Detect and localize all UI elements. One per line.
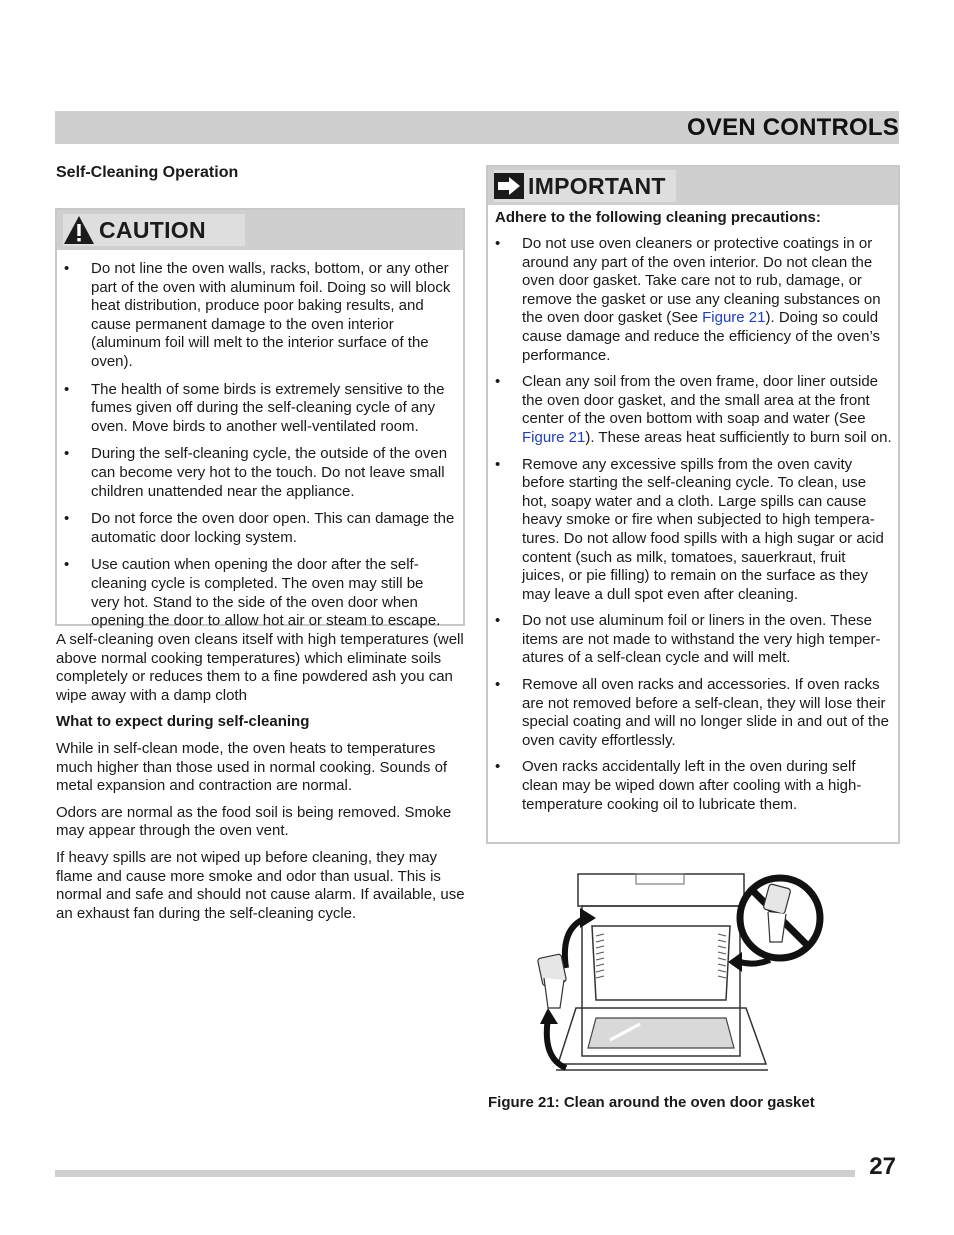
list-item: • Oven racks accidentally left in the oven during self clean may be wiped down after cooling with a high-temperature cooking oil to lubricate them. — [495, 758, 862, 813]
list-item: • Use caution when opening the door after the self-cleaning cycle is completed. The oven may still be very hot. Stand to the side of the oven door when opening the door to allow hot air or steam to escape. — [64, 556, 441, 630]
page-number: 27 — [869, 1153, 896, 1180]
list-item: • Remove any excessive spills from the oven cavity before starting the self-cleaning cycle. To clean, use hot, soapy water and a cloth. Large spills can cause heavy smoke or fire when subjected to high tempera-tures. Do not allow food spills with a high sugar or acid content (such as milk, tomatoes, sauerkraut, fruit juices, or pie filling) to remain on the surface as they may leave a dull spot even after cleaning. — [495, 455, 884, 603]
left-body-text — [56, 631, 466, 931]
list-item: • Do not line the oven walls, racks, bottom, or any other part of the oven with aluminum foil. Doing so will block heat distribution, produce poor baking results, and cause permanent damage to the oven interior (aluminum foil will melt to the interior surface of the oven). — [64, 260, 451, 370]
list-item: • Clean any soil from the oven frame, door liner outside the oven door gasket, and the small area at the front center of the oven bottom with soap and water (See Figure 21). These areas heat sufficiently to burn soil on. — [495, 373, 892, 446]
list-item: • Remove all oven racks and accessories. If oven racks are not removed before a self-clean, they will lose their special coating and will no longer slide in and out of the oven cavity effortlessly. — [495, 676, 889, 749]
important-label: IMPORTANT — [528, 172, 666, 199]
oven-door-gasket-figure — [530, 868, 830, 1088]
section-heading: Self-Cleaning Operation — [56, 164, 239, 181]
caution-box — [55, 208, 465, 630]
list-item: • Do not use aluminum foil or liners in the oven. These items are not made to withstand the very high temper-atures of a self-clean cycle and will melt. — [495, 612, 881, 667]
list-item: • During the self-cleaning cycle, the outside of the oven can become very hot to the touch. Do not leave small children unattended near the appliance. — [64, 445, 448, 500]
page-title: OVEN CONTROLS — [687, 114, 899, 141]
subheading: What to expect during self-cleaning — [56, 713, 310, 731]
caution-list — [57, 250, 463, 631]
paragraph: Odors are normal as the food soil is being removed. Smoke may appear through the oven vent. — [56, 803, 452, 840]
intro-paragraph: A self-cleaning oven cleans itself with high temperatures (well above normal cooking temperatures) which eliminate soils completely or reduces them to a fine powdered ash you can wipe away with a damp cloth — [56, 631, 464, 704]
figure-caption: Figure 21: Clean around the oven door gasket — [488, 1094, 815, 1111]
arrow-right-icon — [494, 173, 524, 199]
caution-header — [57, 210, 463, 250]
paragraph: While in self-clean mode, the oven heats to temperatures much higher than those used in normal cooking. Sounds of metal expansion and contraction are normal. — [56, 739, 448, 795]
list-item: • The health of some birds is extremely sensitive to the fumes given off during the self-cleaning cycle of any oven. Move birds to another well-ventilated room. — [64, 380, 445, 435]
list-item: • Do not use oven cleaners or protective coatings in or around any part of the oven interior. Do not clean the oven door gasket. Take care not to rub, damage, or remove the gasket or use any cleaning substances on the oven door gasket (See Figure 21). Doing so could cause damage and reduce the efficiency of the oven’s performance. — [495, 235, 881, 364]
important-lead: Adhere to the following cleaning precautions: — [495, 209, 821, 226]
figure-21-link[interactable]: Figure 21 — [702, 309, 766, 327]
header-bar — [55, 111, 899, 144]
important-list — [488, 235, 898, 814]
list-item: • Do not force the oven door open. This can damage the automatic door locking system. — [64, 510, 455, 546]
footer-bar — [55, 1170, 855, 1177]
warning-triangle-icon — [63, 215, 95, 245]
figure-21-link[interactable]: Figure 21 — [522, 428, 586, 446]
important-header — [488, 167, 898, 205]
important-box — [486, 165, 900, 844]
caution-label: CAUTION — [99, 216, 206, 243]
paragraph: If heavy spills are not wiped up before cleaning, they may flame and cause more smoke and odor than usual. This is normal and safe and should not cause alarm. If available, use an exhaust fan during the self-cleaning cycle. — [56, 848, 465, 922]
